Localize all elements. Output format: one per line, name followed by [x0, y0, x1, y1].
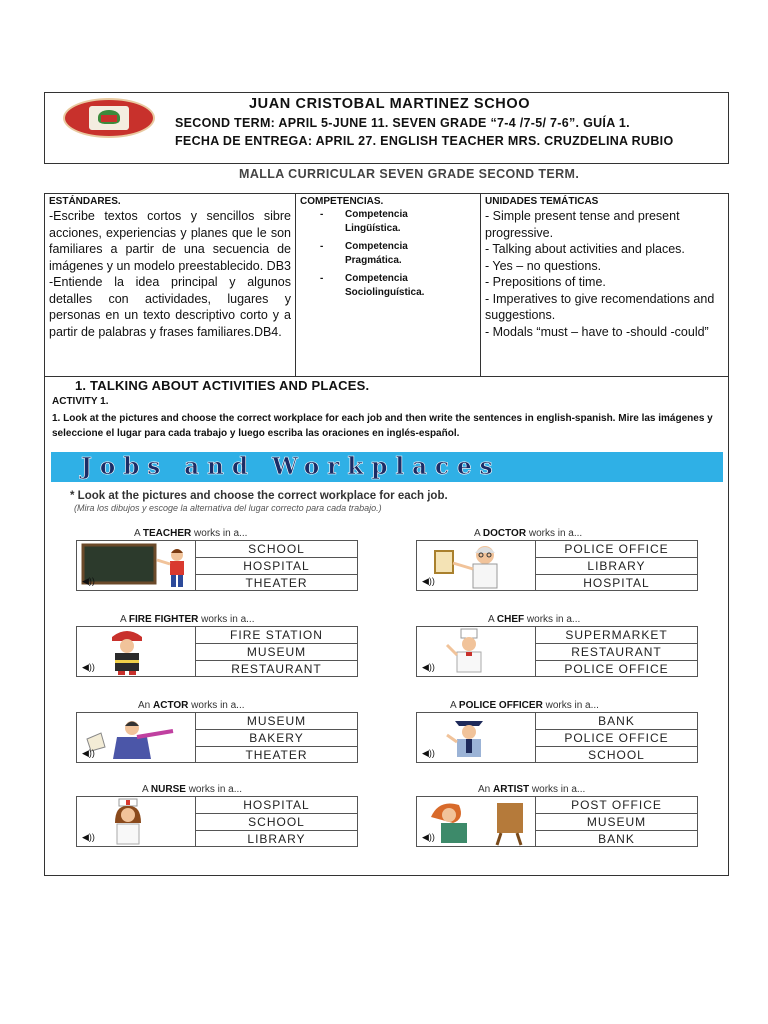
actor-picture: [76, 712, 196, 763]
option-item[interactable]: POST OFFICE: [536, 797, 697, 814]
estandares-text: -Escribe textos cortos y sencillos sibre acciones, experiencias y planes que le son familiares a partir de una secuencia de imágenes y un modelo preestablecido. DB3 -Entiende la idea principal y algunos detalles con actividades, lugares y personas en un texto descriptivo corto y a partir de palabras y frases familiares.DB4.: [49, 209, 291, 339]
activity-instructions: 1. Look at the pictures and choose the correct workplace for each job and then write the sentences in english-spanish. Mire las imágenes y seleccione el lugar para cada trabajo y luego escriba las oraciones en inglés-español.: [52, 413, 713, 439]
option-item[interactable]: FIRE STATION: [196, 627, 357, 644]
teacher-picture: [76, 540, 196, 591]
option-item[interactable]: MUSEUM: [196, 644, 357, 661]
curriculum-table: [44, 193, 729, 377]
option-item[interactable]: POLICE OFFICE: [564, 662, 669, 676]
option-item[interactable]: SCHOOL: [196, 814, 357, 831]
option-item[interactable]: SCHOOL: [196, 541, 357, 558]
option-item[interactable]: BANK: [598, 832, 635, 846]
option-item[interactable]: THEATER: [245, 576, 308, 590]
workplace-options: [536, 796, 698, 847]
term-line: SECOND TERM: APRIL 5-JUNE 11. SEVEN GRADE “7-4 /7-5/ 7-6”. GUÍA 1.: [175, 116, 630, 130]
option-item[interactable]: POLICE OFFICE: [536, 541, 697, 558]
worksheet-banner: [51, 452, 723, 482]
unidades-list: [485, 208, 724, 340]
workplace-options: [536, 540, 698, 591]
school-name: JUAN CRISTOBAL MARTINEZ SCHOO: [249, 96, 531, 112]
header-box: [44, 92, 729, 164]
job-title: A DOCTOR works in a...: [474, 528, 583, 539]
unidades-heading: UNIDADES TEMÁTICAS: [485, 196, 599, 207]
list-item: - Prepositions of time.: [485, 275, 606, 289]
activity-box: [44, 377, 729, 876]
curriculum-subtitle: MALLA CURRICULAR SEVEN GRADE SECOND TERM.: [239, 167, 580, 181]
speaker-icon[interactable]: ◀)): [82, 576, 95, 586]
option-item[interactable]: LIBRARY: [536, 558, 697, 575]
list-item: - Imperatives to give recomendations and suggestions.: [485, 291, 715, 322]
police-officer-picture: [416, 712, 536, 763]
estandares-heading: ESTÁNDARES.: [49, 196, 121, 207]
option-item[interactable]: LIBRARY: [247, 832, 306, 846]
workplace-options: [536, 626, 698, 677]
option-item[interactable]: SUPERMARKET: [536, 627, 697, 644]
banner-title: Jobs and Workplaces: [81, 453, 501, 480]
option-item[interactable]: MUSEUM: [196, 713, 357, 730]
competencias-column: [296, 194, 481, 376]
option-item[interactable]: RESTAURANT: [231, 662, 322, 676]
activity-label: ACTIVITY 1.: [52, 396, 109, 407]
workplace-options: [196, 796, 358, 847]
workplace-options: [196, 540, 358, 591]
speaker-icon[interactable]: ◀)): [422, 832, 435, 842]
job-title: A TEACHER works in a...: [134, 528, 248, 539]
list-item: - Competencia Sociolinguística.: [300, 272, 435, 300]
job-title: An ARTIST works in a...: [478, 784, 586, 795]
list-item: - Talking about activities and places.: [485, 242, 685, 256]
speaker-icon[interactable]: ◀)): [82, 832, 95, 842]
job-title: A POLICE OFFICER works in a...: [450, 700, 599, 711]
nurse-picture: [76, 796, 196, 847]
estandares-column: [45, 194, 296, 376]
option-item[interactable]: HOSPITAL: [196, 558, 357, 575]
workplace-options: [196, 712, 358, 763]
option-item[interactable]: HOSPITAL: [196, 797, 357, 814]
list-item: - Yes – no questions.: [485, 258, 602, 273]
competencias-list: [300, 208, 476, 300]
option-item[interactable]: RESTAURANT: [536, 644, 697, 661]
school-logo: [63, 98, 155, 138]
list-item: - Modals “must – have to -should -could”: [485, 324, 709, 339]
list-item: - Competencia Pragmática.: [300, 240, 435, 268]
job-title: A CHEF works in a...: [488, 614, 581, 625]
list-item: - Competencia Lingüística.: [300, 208, 435, 236]
competencias-heading: COMPETENCIAS.: [300, 196, 384, 207]
option-item[interactable]: POLICE OFFICE: [536, 730, 697, 747]
speaker-icon[interactable]: ◀)): [422, 662, 435, 672]
job-title: A NURSE works in a...: [142, 784, 243, 795]
option-item[interactable]: HOSPITAL: [583, 576, 650, 590]
job-title: An ACTOR works in a...: [138, 700, 245, 711]
section-title: 1. TALKING ABOUT ACTIVITIES AND PLACES.: [75, 378, 370, 393]
speaker-icon[interactable]: ◀)): [422, 576, 435, 586]
unidades-column: [481, 194, 728, 376]
fire-fighter-picture: [76, 626, 196, 677]
artist-picture: [416, 796, 536, 847]
doctor-picture: [416, 540, 536, 591]
list-item: - Simple present tense and present progressive.: [485, 209, 680, 240]
workplace-options: [536, 712, 698, 763]
option-item[interactable]: BANK: [536, 713, 697, 730]
speaker-icon[interactable]: ◀)): [82, 748, 95, 758]
workplace-options: [196, 626, 358, 677]
worksheet-instruction-es: (Mira los dibujos y escoge la alternativa del lugar correcto para cada trabajo.): [74, 503, 382, 513]
option-item[interactable]: BAKERY: [196, 730, 357, 747]
option-item[interactable]: SCHOOL: [588, 748, 645, 762]
chef-picture: [416, 626, 536, 677]
speaker-icon[interactable]: ◀)): [422, 748, 435, 758]
delivery-line: FECHA DE ENTREGA: APRIL 27. ENGLISH TEACHER MRS. CRUZDELINA RUBIO: [175, 134, 674, 148]
speaker-icon[interactable]: ◀)): [82, 662, 95, 672]
job-title: A FIRE FIGHTER works in a...: [120, 614, 255, 625]
option-item[interactable]: THEATER: [245, 748, 308, 762]
worksheet-instruction: * Look at the pictures and choose the correct workplace for each job.: [70, 490, 448, 502]
option-item[interactable]: MUSEUM: [536, 814, 697, 831]
